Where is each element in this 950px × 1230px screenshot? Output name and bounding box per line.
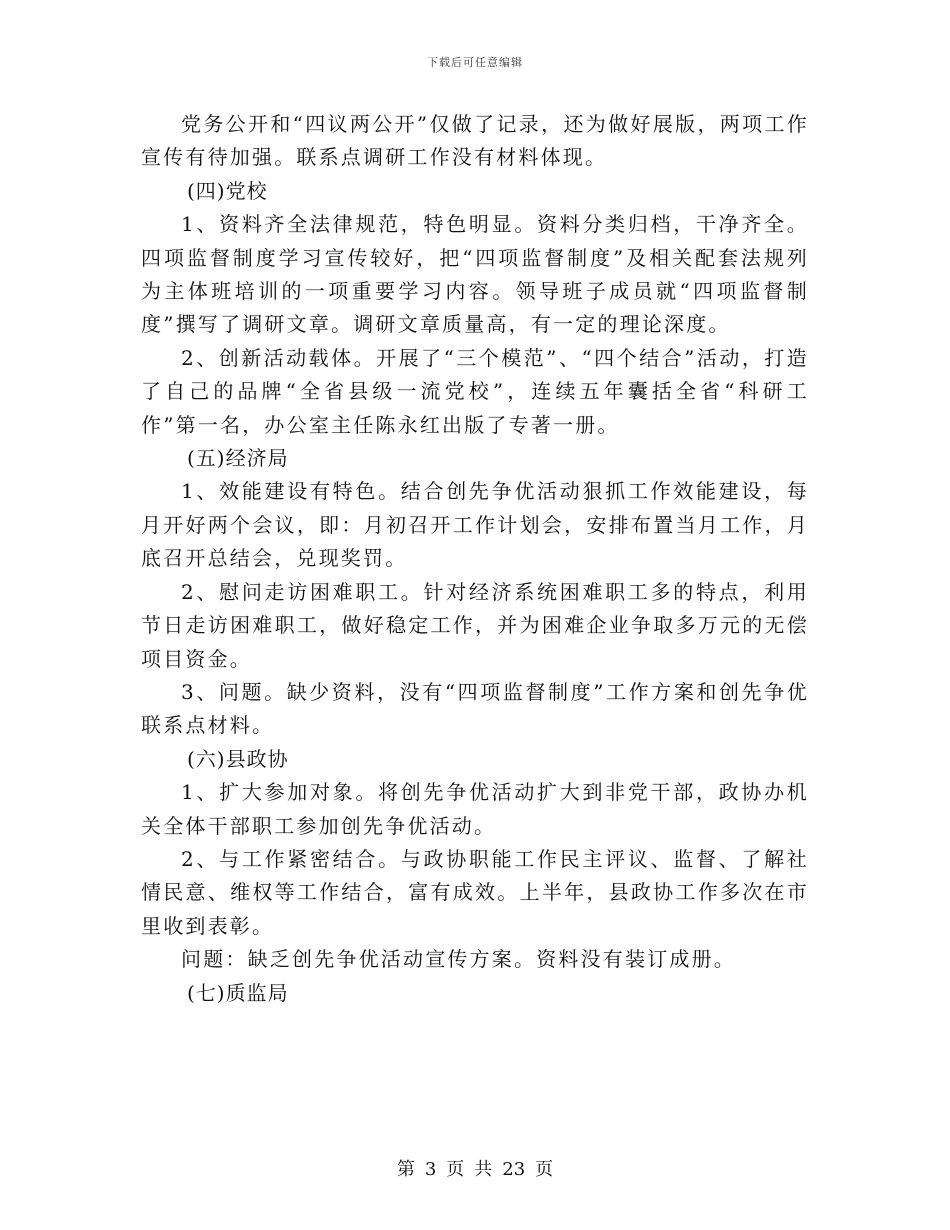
footer-label-page: 第	[396, 1159, 415, 1180]
section-heading: (六)县政协	[187, 746, 289, 771]
paragraph: 党务公开和“四议两公开”仅做了记录，还为做好展版，两项工作宣传有待加强。联系点调研工作没有材料体现。	[141, 112, 809, 170]
page-header-note: 下载后可任意编辑	[427, 56, 523, 69]
footer-total-pages: 23	[502, 1159, 526, 1180]
section-heading: (七)质监局	[187, 980, 289, 1005]
paragraph: 1、扩大参加对象。将创先争优活动扩大到非党干部，政协办机关全体干部职工参加创先争优活动。	[141, 780, 809, 838]
page-footer	[0, 1155, 950, 1181]
paragraph: 1、效能建设有特色。结合创先争优活动狠抓工作效能建设，每月开好两个会议，即：月初召开工作计划会，安排布置当月工作，月底召开总结会，兑现奖罚。	[141, 479, 809, 571]
paragraph: 2、创新活动载体。开展了“三个模范”、“四个结合”活动，打造了自己的品牌“全省县级一流党校”，连续五年囊括全省“科研工作”第一名，办公室主任陈永红出版了专著一册。	[141, 345, 809, 437]
section-heading: (五)经济局	[187, 446, 289, 471]
section-heading: (四)党校	[187, 178, 268, 203]
footer-label-of: 页	[446, 1159, 465, 1180]
footer-label-total: 共	[474, 1159, 493, 1180]
footer-current-page: 3	[424, 1159, 437, 1180]
document-body	[141, 108, 809, 1010]
paragraph: 问题：缺乏创先争优活动宣传方案。资料没有装订成册。	[181, 947, 736, 972]
paragraph: 2、与工作紧密结合。与政协职能工作民主评议、监督、了解社情民意、维权等工作结合，富有成效。上半年，县政协工作多次在市里收到表彰。	[141, 846, 809, 938]
paragraph: 3、问题。缺少资料，没有“四项监督制度”工作方案和创先争优联系点材料。	[141, 679, 809, 738]
footer-label-end: 页	[535, 1159, 554, 1180]
paragraph: 1、资料齐全法律规范，特色明显。资料分类归档，干净齐全。四项监督制度学习宣传较好，把“四项监督制度”及相关配套法规列为主体班培训的一项重要学习内容。领导班子成员就“四项监督制度”撰写了调研文章。调研文章质量高，有一定的理论深度。	[141, 212, 809, 337]
paragraph: 2、慰问走访困难职工。针对经济系统困难职工多的特点，利用节日走访困难职工，做好稳定工作，并为困难企业争取多万元的无偿项目资金。	[141, 579, 809, 671]
